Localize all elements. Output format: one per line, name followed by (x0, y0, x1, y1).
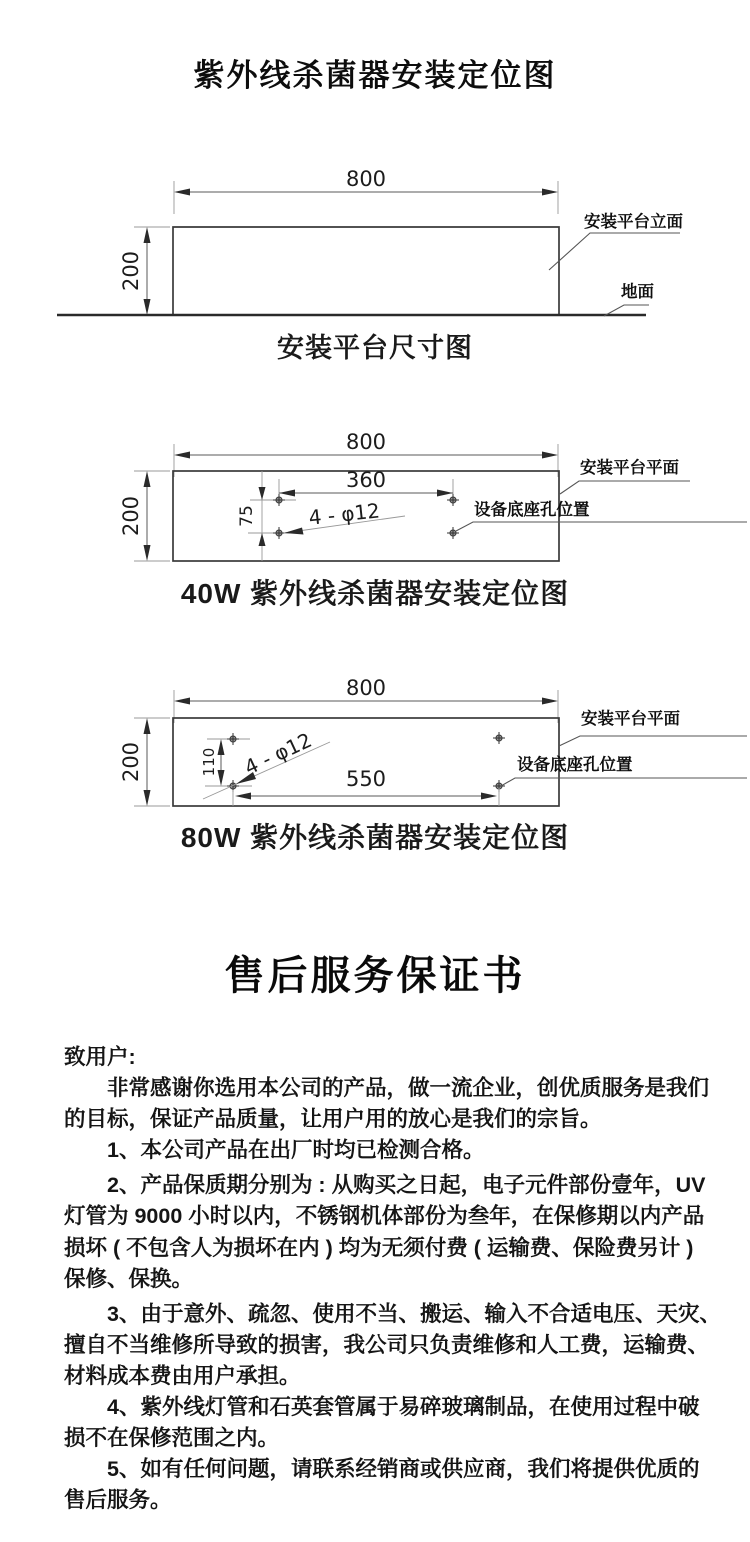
warranty-line: 致用户: (64, 1045, 136, 1069)
caption-80w-diagram: 80W 紫外线杀菌器安装定位图 (180, 822, 570, 853)
warranty-line: 损不在保修范围之内。 (64, 1426, 280, 1451)
warranty-line: 损坏 ( 不包含人为损坏在内 ) 均为无须付费 ( 运输费、保险费另计 ) (64, 1235, 694, 1260)
dim-hole-offset-label: 75 (237, 505, 257, 527)
dim-hole-span-label: 550 (345, 767, 387, 791)
platform-plane-label: 安装平台平面 (580, 458, 679, 477)
ground-label: 地面 (621, 282, 654, 301)
mounting-hole (273, 494, 285, 506)
warranty-title: 售后服务保证书 (224, 954, 526, 998)
warranty-line: 擅自不当维修所导致的损害，我公司只负责维修和人工费，运输费、 (64, 1332, 710, 1357)
warranty-line: 5、如有任何问题，请联系经销商或供应商，我们将提供优质的 (64, 1457, 700, 1482)
diagram-80w-layout (119, 676, 747, 806)
page-title: 紫外线杀菌器安装定位图 (193, 58, 557, 93)
holes-spec-label: 4 - φ12 (307, 498, 381, 530)
warranty-line: 2、产品保质期分别为 : 从购买之日起，电子元件部份壹年，UV (64, 1173, 706, 1198)
dim-width-label: 800 (345, 167, 387, 191)
warranty-line: 售后服务。 (64, 1488, 172, 1513)
dim-height-label: 200 (119, 741, 143, 783)
diagram-40w-layout (119, 430, 747, 561)
warranty-line: 的目标，保证产品质量，让用户用的放心是我们的宗旨。 (64, 1107, 602, 1132)
mounting-hole (447, 527, 459, 539)
warranty-line: 非常感谢你选用本公司的产品，做一流企业，创优质服务是我们 (64, 1076, 710, 1101)
diagram-platform-elevation (57, 167, 684, 316)
mounting-hole (493, 732, 505, 744)
caption-40w-diagram: 40W 紫外线杀菌器安装定位图 (180, 578, 570, 609)
dim-width-label: 800 (345, 676, 387, 700)
warranty-line: 1、本公司产品在出厂时均已检测合格。 (64, 1138, 485, 1163)
dim-hole-span-label: 360 (345, 468, 387, 492)
platform-elevation-label: 安装平台立面 (584, 212, 683, 231)
warranty-line: 材料成本费由用户承担。 (64, 1363, 301, 1388)
mounting-hole (227, 733, 239, 745)
dim-height-label: 200 (119, 495, 143, 537)
mounting-hole (447, 494, 459, 506)
mounting-hole (273, 527, 285, 539)
warranty-line: 灯管为 9000 小时以内，不锈钢机体部份为叁年，在保修期以内产品 (64, 1204, 705, 1229)
hole-position-label: 设备底座孔位置 (474, 500, 590, 519)
warranty-line: 保修、保换。 (64, 1266, 194, 1291)
dim-hole-offset-label: 110 (200, 747, 218, 777)
warranty-text (64, 1042, 734, 1516)
dim-width-label: 800 (345, 430, 387, 454)
caption-platform-dimensions: 安装平台尺寸图 (277, 333, 473, 363)
warranty-line: 4、紫外线灯管和石英套管属于易碎玻璃制品，在使用过程中破 (64, 1395, 700, 1420)
hole-position-label: 设备底座孔位置 (517, 755, 633, 774)
dim-height-label: 200 (119, 250, 143, 292)
holes-spec-label: 4 - φ12 (240, 727, 316, 780)
platform-plane-label: 安装平台平面 (581, 709, 680, 728)
warranty-line: 3、由于意外、疏忽、使用不当、搬运、输入不合适电压、天灾、 (64, 1301, 721, 1326)
